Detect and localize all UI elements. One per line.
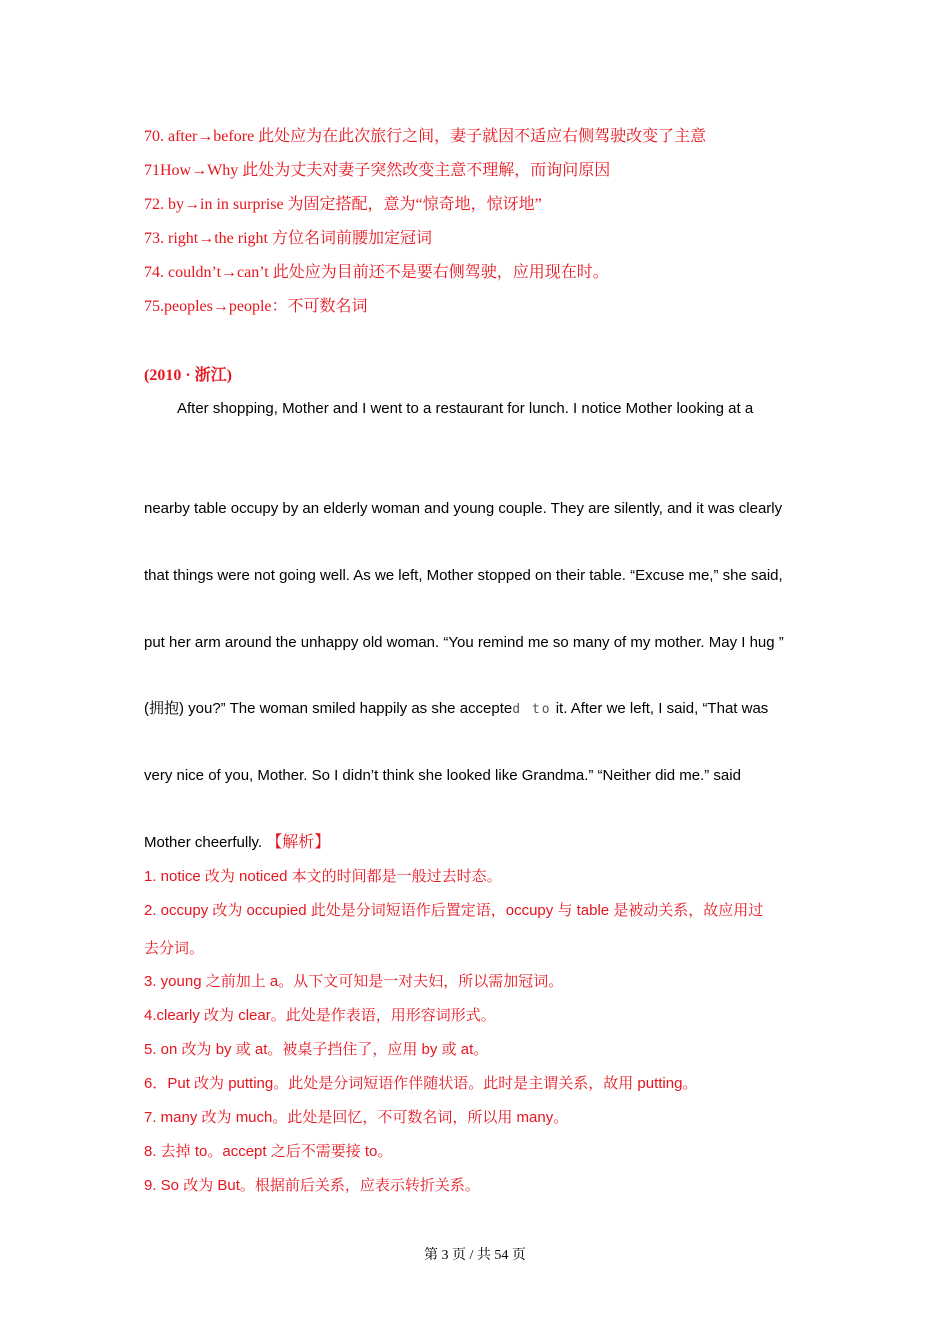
answer-75: 75.peoples→people：不可数名词 — [144, 298, 368, 315]
answer-70: 70. after→before 此处应为在此次旅行之间，妻子就因不适应右侧驾驶改变了主意 — [144, 128, 707, 145]
correction-5: 5. on 改为 by 或 at。被桌子挡住了，应用 by 或 at。 — [144, 1041, 489, 1058]
passage-line-5 — [144, 699, 768, 720]
page-footer: 第 3 页 / 共 54 页 — [424, 1248, 526, 1263]
passage-line-2: nearby table occupy by an elderly woman and young couple. They are silently, and it was clearly — [144, 500, 783, 517]
passage-line-4: put her arm around the unhappy old woman. “You remind me so many of my mother. May I hug ” — [144, 634, 784, 651]
correction-2-cont: 去分词。 — [144, 940, 205, 957]
passage-line-3: that things were not going well. As we left, Mother stopped on their table. “Excuse me,” she said, — [144, 567, 783, 584]
passage-line-7-text: Mother cheerfully. — [144, 834, 267, 851]
answer-71: 71How→Why 此处为丈夫对妻子突然改变主意不理解，而询问原因 — [144, 162, 611, 179]
correction-2: 2. occupy 改为 occupied 此处是分词短语作后置定语，occupy 与 table 是被动关系，故应用过 — [144, 902, 764, 919]
correction-4: 4.clearly 改为 clear。此处是作表语，用形容词形式。 — [144, 1007, 496, 1024]
passage-line-5-mid: d to — [512, 702, 552, 717]
analysis-label: 【解析】 — [266, 834, 331, 851]
answer-73: 73. right→the right 方位名词前腰加定冠词 — [144, 230, 432, 247]
answer-72: 72. by→in in surprise 为固定搭配，意为“惊奇地，惊讶地” — [144, 196, 542, 213]
passage-line-5-start: (拥抱) you?” The woman smiled happily as she accepte — [144, 700, 513, 717]
correction-9: 9. So 改为 But。根据前后关系，应表示转折关系。 — [144, 1177, 480, 1194]
passage-line-1: After shopping, Mother and I went to a restaurant for lunch. I notice Mother looking at a — [177, 400, 754, 417]
passage-line-5-end: it. After we left, I said, “That was — [551, 700, 769, 717]
section-heading: (2010 · 浙江) — [144, 367, 232, 384]
correction-1: 1. notice 改为 noticed 本文的时间都是一般过去时态。 — [144, 868, 502, 885]
correction-7: 7. many 改为 much。此处是回忆，不可数名词，所以用 many。 — [144, 1109, 569, 1126]
correction-8: 8. 去掉 to。accept 之后不需要接 to。 — [144, 1143, 393, 1160]
correction-6: 6．Put 改为 putting。此处是分词短语作伴随状语。此时是主谓关系，故用 putting。 — [144, 1075, 698, 1092]
answer-74: 74. couldn’t→can’t 此处应为目前还不是要右侧驾驶，应用现在时。 — [144, 264, 609, 281]
passage-line-6: very nice of you, Mother. So I didn’t think she looked like Grandma.” “Neither did me.” said — [144, 767, 741, 784]
passage-line-7 — [144, 833, 330, 853]
correction-3: 3. young 之前加上 a。从下文可知是一对夫妇，所以需加冠词。 — [144, 973, 564, 990]
